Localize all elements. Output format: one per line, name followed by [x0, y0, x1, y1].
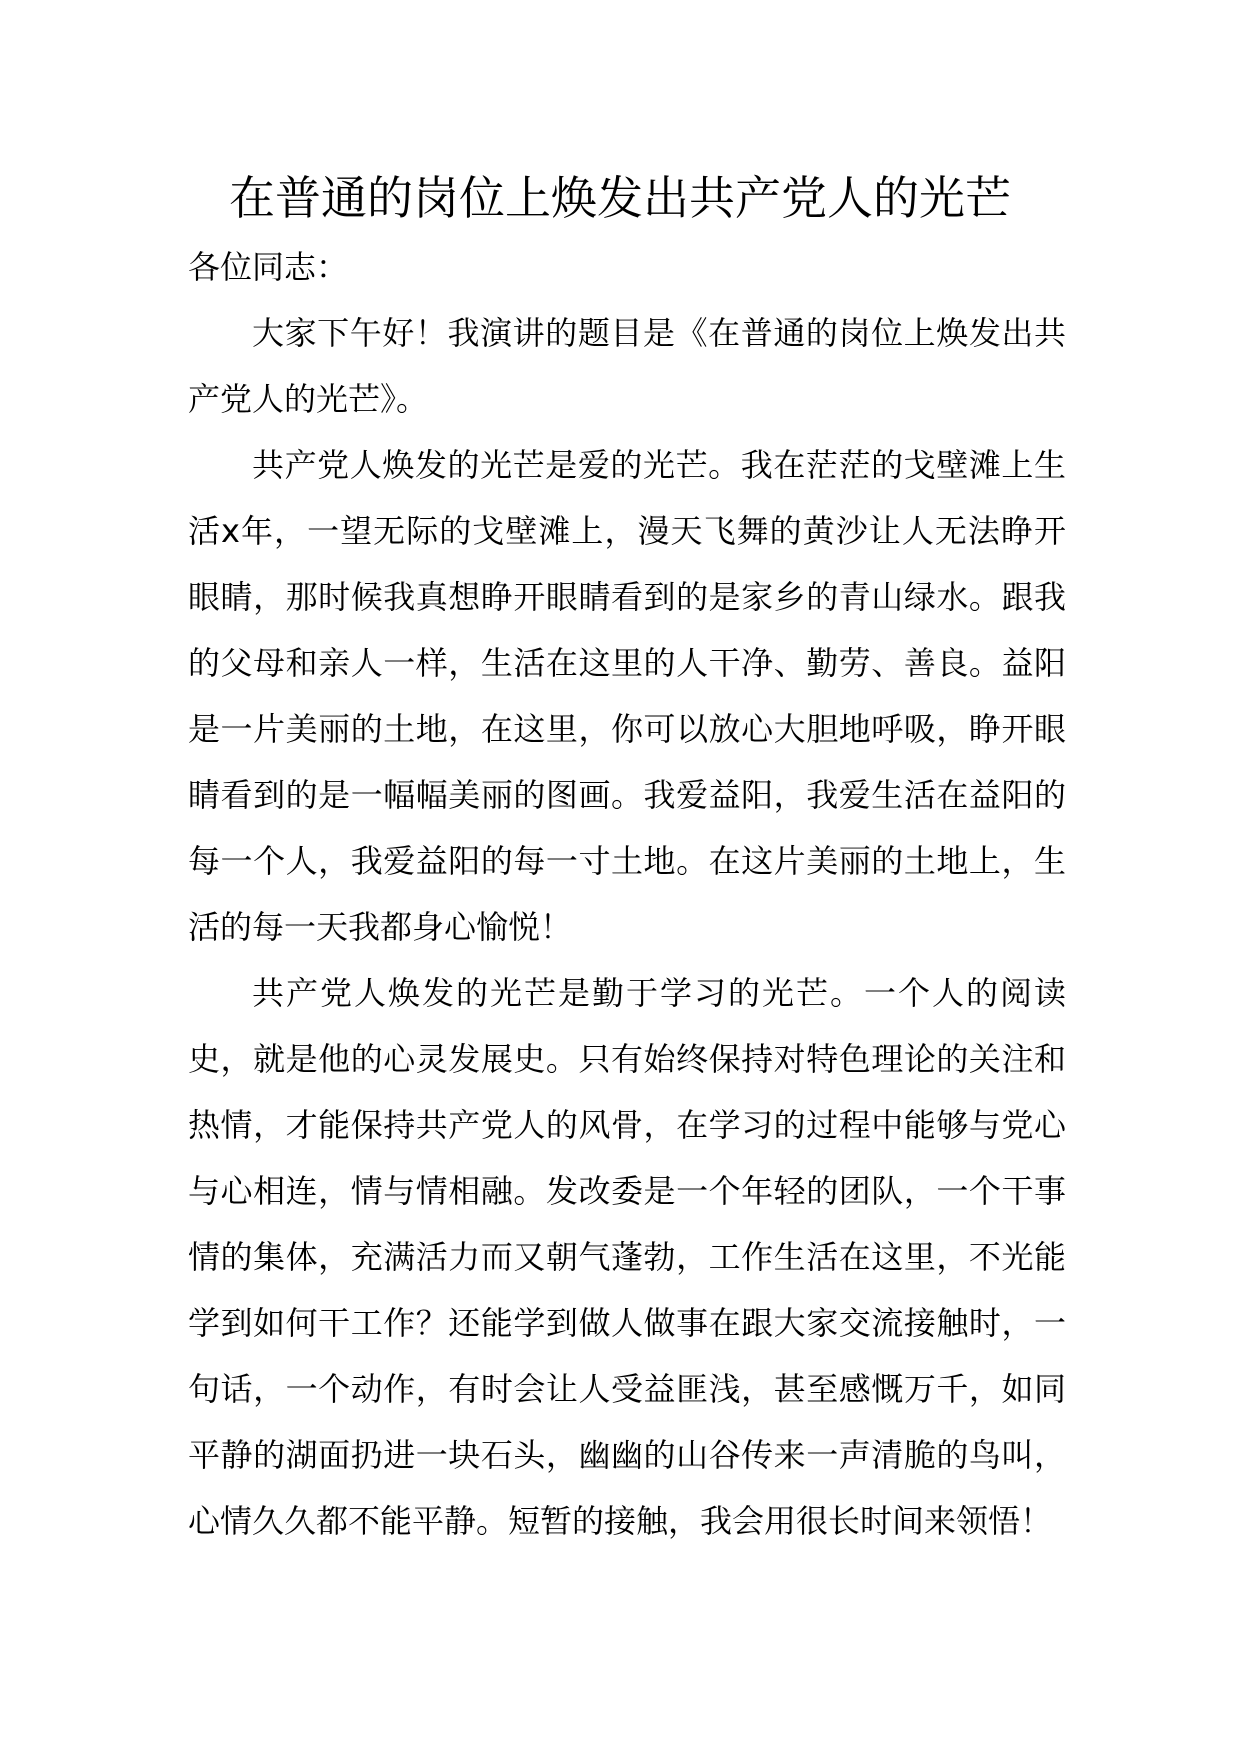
document-title: 在普通的岗位上焕发出共产党人的光芒 [229, 171, 1011, 225]
salutation: 各位同志： [188, 248, 349, 286]
document-body [188, 234, 1066, 1554]
paragraph-greeting: 大家下午好！我演讲的题目是《在普通的岗位上焕发出共产党人的光芒》。 [188, 314, 1066, 418]
paragraph-learning: 共产党人焕发的光芒是勤于学习的光芒。一个人的阅读史，就是他的心灵发展史。只有始终保持对特色理论的关注和热情，才能保持共产党人的风骨，在学习的过程中能够与党心与心相连，情与情相融。发改委是一个年轻的团队，一个干事情的集体，充满活力而又朝气蓬勃，工作生活在这里，不光能学到如何干工作？还能学到做人做事在跟大家交流接触时，一句话，一个动作，有时会让人受益匪浅，甚至感慨万千，如同平静的湖面扔进一块石头，幽幽的山谷传来一声清脆的鸟叫，心情久久都不能平静。短暂的接触，我会用很长时间来领悟！ [188, 974, 1066, 1540]
paragraph-love: 共产党人焕发的光芒是爱的光芒。我在茫茫的戈壁滩上生活x年，一望无际的戈壁滩上，漫天飞舞的黄沙让人无法睁开眼睛，那时候我真想睁开眼睛看到的是家乡的青山绿水。跟我的父母和亲人一样，生活在这里的人干净、勤劳、善良。益阳是一片美丽的土地，在这里，你可以放心大胆地呼吸，睁开眼睛看到的是一幅幅美丽的图画。我爱益阳，我爱生活在益阳的每一个人，我爱益阳的每一寸土地。在这片美丽的土地上，生活的每一天我都身心愉悦！ [188, 446, 1066, 946]
